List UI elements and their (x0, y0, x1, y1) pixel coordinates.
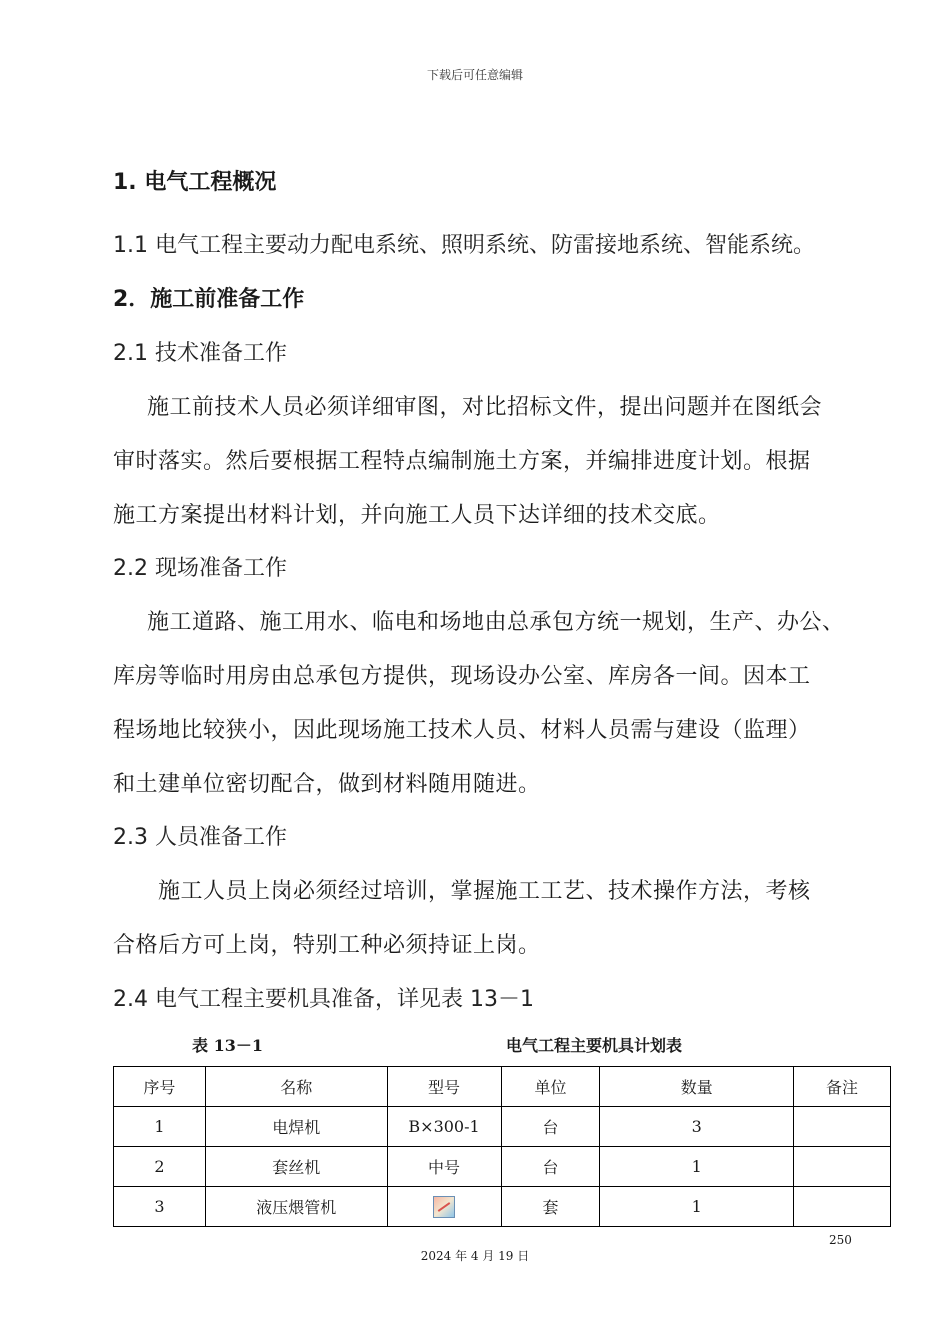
page-number: 250 (829, 1233, 852, 1247)
para-2-1-line-3: 施工方案提出材料计划，并向施工人员下达详细的技术交底。 (113, 503, 721, 528)
cell-qty: 1 (600, 1187, 794, 1227)
header-cell-unit: 单位 (501, 1067, 600, 1107)
cell-qty: 3 (600, 1107, 794, 1147)
table-caption: 电气工程主要机具计划表 (506, 1036, 683, 1055)
para-2-1-line-1: 施工前技术人员必须详细审图，对比招标文件，提出问题并在图纸会 (147, 395, 823, 420)
para-2-2-line-1: 施工道路、施工用水、临电和场地由总承包方统一规划，生产、办公、 (147, 610, 845, 635)
table-row (114, 1187, 891, 1227)
cell-no: 2 (114, 1147, 206, 1187)
section-2-1-title: 2.1 技术准备工作 (113, 341, 287, 366)
cell-qty: 1 (600, 1147, 794, 1187)
section-2-title: 2．施工前准备工作 (113, 287, 305, 312)
table-row (114, 1107, 891, 1147)
header-note: 下载后可任意编辑 (426, 68, 523, 82)
section-2-4-title: 2.4 电气工程主要机具准备，详见表 13－1 (113, 987, 534, 1012)
table-row (114, 1147, 891, 1187)
cell-note (794, 1107, 891, 1147)
cell-unit: 台 (501, 1147, 600, 1187)
cell-unit: 套 (501, 1187, 600, 1227)
cell-unit: 台 (501, 1107, 600, 1147)
cell-no: 3 (114, 1187, 206, 1227)
header-cell-qty: 数量 (600, 1067, 794, 1107)
cell-no: 1 (114, 1107, 206, 1147)
header-cell-name: 名称 (205, 1067, 387, 1107)
cell-note (794, 1147, 891, 1187)
cell-note (794, 1187, 891, 1227)
cell-name: 套丝机 (205, 1147, 387, 1187)
section-1-1-text: 1.1 电气工程主要动力配电系统、照明系统、防雷接地系统、智能系统。 (113, 233, 815, 258)
broken-image-icon (433, 1196, 455, 1218)
para-2-2-line-2: 库房等临时用房由总承包方提供，现场设办公室、库房各一间。因本工 (113, 664, 811, 689)
cell-model (387, 1187, 501, 1227)
section-2-2-title: 2.2 现场准备工作 (113, 556, 287, 581)
equipment-table (113, 1066, 891, 1227)
cell-name: 液压煨管机 (205, 1187, 387, 1227)
para-2-2-line-4: 和土建单位密切配合，做到材料随用随进。 (113, 772, 541, 797)
cell-model: 中号 (387, 1147, 501, 1187)
para-2-3-line-1: 施工人员上岗必须经过培训，掌握施工工艺、技术操作方法，考核 (158, 879, 811, 904)
para-2-2-line-3: 程场地比较狭小，因此现场施工技术人员、材料人员需与建设（监理） (113, 718, 811, 743)
section-1-title: 1. 电气工程概况 (113, 170, 277, 195)
section-2-3-title: 2.3 人员准备工作 (113, 825, 287, 850)
table-label: 表 13－1 (192, 1036, 263, 1055)
para-2-3-line-2: 合格后方可上岗，特别工种必须持证上岗。 (113, 933, 541, 958)
para-2-1-line-2: 审时落实。然后要根据工程特点编制施土方案，并编排进度计划。根据 (113, 449, 811, 474)
header-cell-no: 序号 (114, 1067, 206, 1107)
header-cell-note: 备注 (794, 1067, 891, 1107)
header-cell-model: 型号 (387, 1067, 501, 1107)
cell-model: B×300-1 (387, 1107, 501, 1147)
table-header-row (114, 1067, 891, 1107)
footer-date: 2024 年 4 月 19 日 (420, 1249, 530, 1263)
cell-name: 电焊机 (205, 1107, 387, 1147)
